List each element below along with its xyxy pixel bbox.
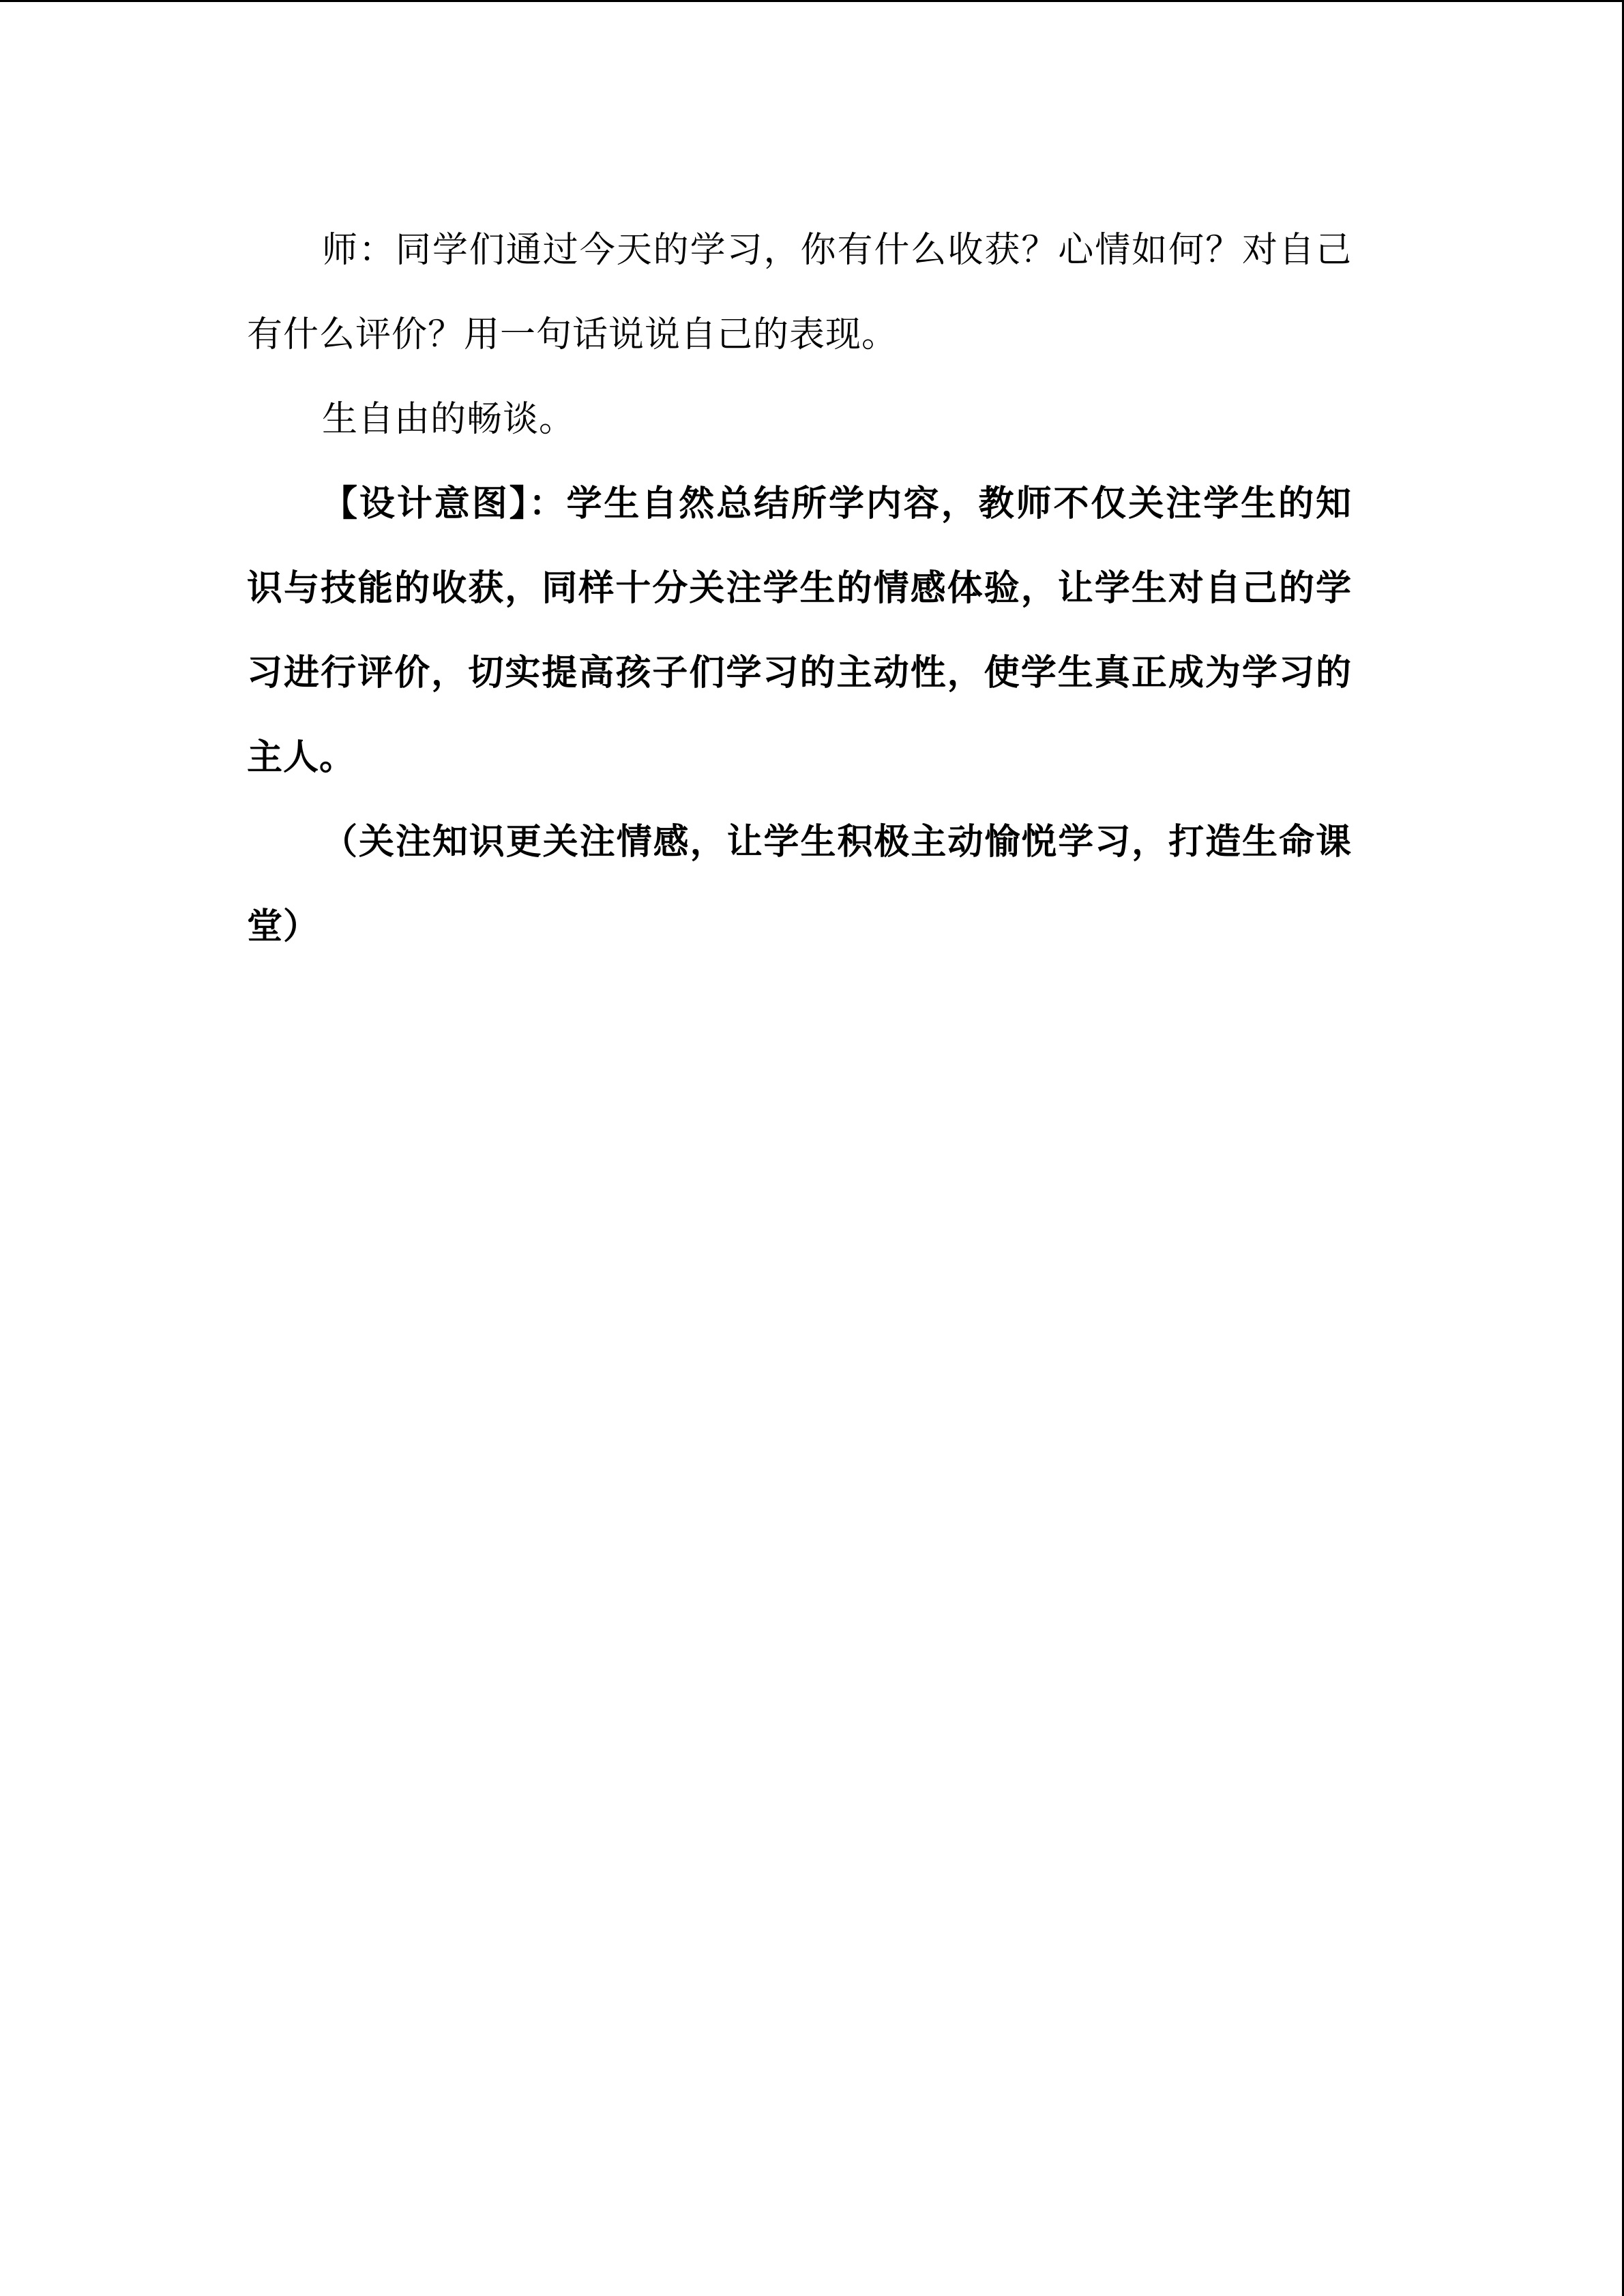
- page-border-top: [0, 0, 1624, 2]
- paragraph-student-response: 生自由的畅谈。: [322, 399, 576, 440]
- paragraph-teacher-question: 师：同学们通过今天的学习，你有什么收获？心情如何？对自己有什么评价？用一句话说说自己的表现。: [247, 230, 1352, 355]
- paragraph-design-intent: [247, 462, 1352, 800]
- design-intent-text: 学生自然总结所学内容，教师不仅关注学生的知识与技能的收获，同样十分关注学生的情感体验，让学生对自己的学习进行评价，切实提高孩子们学习的主动性，使学生真正成为学习的主人。: [247, 483, 1352, 778]
- design-intent-label: 【设计意图】：: [322, 483, 567, 524]
- document-body: [247, 208, 1352, 969]
- paragraph-summary-note: （关注知识更关注情感，让学生积极主动愉悦学习，打造生命课堂）: [247, 821, 1352, 947]
